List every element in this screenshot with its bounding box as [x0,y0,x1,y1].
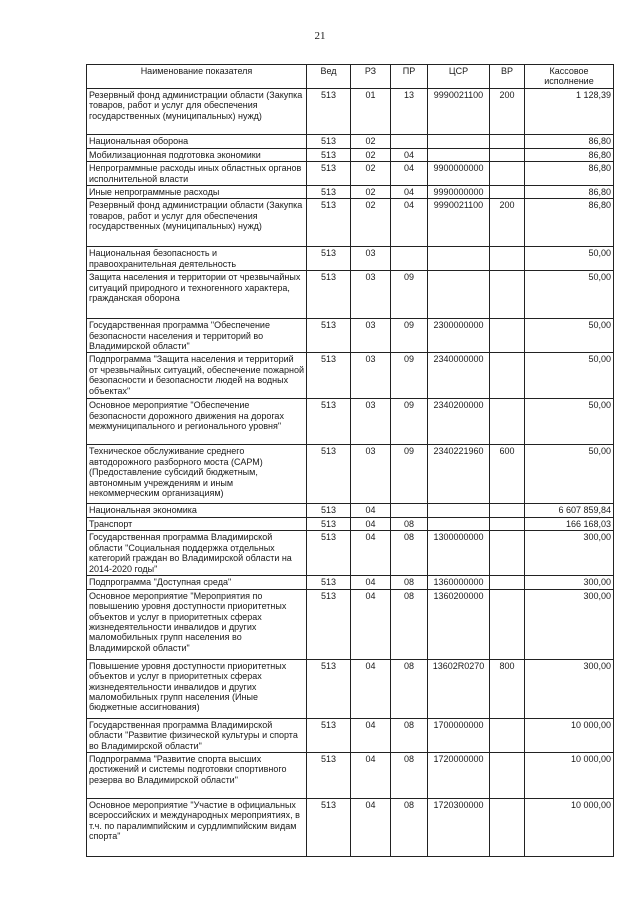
cell-rz: 04 [351,659,391,718]
cell-amount: 50,00 [525,247,614,271]
header-pr: ПР [391,65,428,89]
header-amount: Кассовое исполнение [525,65,614,89]
table-row [87,659,614,718]
cell-csr [428,517,490,530]
table-row [87,247,614,271]
cell-name: Мобилизационная подготовка экономики [87,148,307,161]
cell-vr [490,517,525,530]
cell-ved: 513 [307,88,351,134]
cell-ved: 513 [307,504,351,517]
cell-amount: 300,00 [525,531,614,576]
cell-vr: 200 [490,88,525,134]
table-row [87,186,614,199]
cell-rz: 03 [351,445,391,504]
cell-vr [490,353,525,399]
cell-pr: 08 [391,576,428,589]
cell-rz: 03 [351,319,391,353]
cell-pr: 09 [391,271,428,319]
cell-pr [391,504,428,517]
cell-csr: 1700000000 [428,718,490,752]
cell-rz: 03 [351,271,391,319]
cell-ved: 513 [307,319,351,353]
cell-vr [490,798,525,856]
cell-ved: 513 [307,659,351,718]
cell-pr: 08 [391,589,428,659]
cell-csr: 1720000000 [428,752,490,798]
cell-name: Национальная оборона [87,134,307,148]
cell-ved: 513 [307,445,351,504]
cell-rz: 04 [351,504,391,517]
cell-pr: 04 [391,199,428,247]
cell-ved: 513 [307,353,351,399]
cell-csr: 9900000000 [428,162,490,186]
cell-amount: 10 000,00 [525,752,614,798]
cell-name: Государственная программа "Обеспечение безопасности населения и территорий во Владимирской области" [87,319,307,353]
cell-ved: 513 [307,718,351,752]
cell-ved: 513 [307,752,351,798]
cell-csr [428,271,490,319]
cell-vr [490,247,525,271]
cell-rz: 02 [351,199,391,247]
table-row [87,589,614,659]
cell-vr: 200 [490,199,525,247]
cell-ved: 513 [307,589,351,659]
cell-rz: 02 [351,162,391,186]
cell-ved: 513 [307,576,351,589]
cell-rz: 02 [351,186,391,199]
cell-amount: 1 128,39 [525,88,614,134]
cell-name: Основное мероприятие "Мероприятия по повышению уровня доступности приоритетных объектов и услуг в приоритетных сферах жизнедеятельности инвалидов и других маломобильных групп населения во Владимирской области" [87,589,307,659]
cell-ved: 513 [307,162,351,186]
cell-name: Иные непрограммные расходы [87,186,307,199]
cell-rz: 04 [351,589,391,659]
cell-csr [428,148,490,161]
cell-rz: 04 [351,576,391,589]
cell-ved: 513 [307,798,351,856]
table-row [87,271,614,319]
table-row [87,353,614,399]
cell-amount: 50,00 [525,353,614,399]
cell-pr: 08 [391,517,428,530]
cell-amount: 6 607 859,84 [525,504,614,517]
cell-ved: 513 [307,271,351,319]
table-row [87,88,614,134]
cell-ved: 513 [307,186,351,199]
table-row [87,148,614,161]
cell-vr [490,718,525,752]
cell-amount: 50,00 [525,319,614,353]
cell-csr: 1300000000 [428,531,490,576]
header-csr: ЦСР [428,65,490,89]
cell-pr [391,247,428,271]
budget-execution-table [86,64,614,857]
cell-amount: 300,00 [525,576,614,589]
cell-pr: 08 [391,798,428,856]
cell-rz: 03 [351,399,391,445]
cell-name: Защита населения и территории от чрезвычайных ситуаций природного и техногенного характера, гражданская оборона [87,271,307,319]
cell-pr: 04 [391,148,428,161]
cell-csr: 1360000000 [428,576,490,589]
cell-vr [490,531,525,576]
cell-pr: 04 [391,186,428,199]
cell-vr [490,271,525,319]
cell-rz: 04 [351,517,391,530]
cell-rz: 01 [351,88,391,134]
cell-pr: 08 [391,752,428,798]
cell-pr: 09 [391,399,428,445]
cell-ved: 513 [307,148,351,161]
cell-rz: 02 [351,134,391,148]
cell-pr: 13 [391,88,428,134]
cell-amount: 10 000,00 [525,718,614,752]
cell-name: Техническое обслуживание среднего автодорожного разборного моста (САРМ) (Предоставление субсидий бюджетным, автономным учреждениям и иным некоммерческим организациям) [87,445,307,504]
cell-name: Основное мероприятие "Обеспечение безопасности дорожного движения на дорогах межмуниципального и регионального уровня" [87,399,307,445]
cell-amount: 86,80 [525,199,614,247]
cell-ved: 513 [307,531,351,576]
cell-name: Национальная безопасность и правоохранительная деятельность [87,247,307,271]
cell-csr: 1360200000 [428,589,490,659]
cell-rz: 04 [351,531,391,576]
cell-amount: 50,00 [525,271,614,319]
table-row [87,718,614,752]
cell-pr: 09 [391,445,428,504]
cell-pr: 08 [391,531,428,576]
cell-name: Государственная программа Владимирской области "Социальная поддержка отдельных категорий граждан во Владимирской области на 2014-2020 годы" [87,531,307,576]
cell-rz: 04 [351,718,391,752]
cell-amount: 50,00 [525,445,614,504]
cell-name: Непрограммные расходы иных областных органов исполнительной власти [87,162,307,186]
cell-csr: 1720300000 [428,798,490,856]
cell-vr [490,186,525,199]
cell-ved: 513 [307,247,351,271]
cell-vr [490,148,525,161]
header-name: Наименование показателя [87,65,307,89]
cell-csr: 9990021100 [428,199,490,247]
header-ved: Вед [307,65,351,89]
table-row [87,134,614,148]
cell-csr: 9990000000 [428,186,490,199]
table-row [87,199,614,247]
cell-rz: 04 [351,798,391,856]
cell-name: Подпрограмма "Защита населения и территорий от чрезвычайных ситуаций, обеспечение пожарной безопасности и безопасности людей на водных объектах" [87,353,307,399]
cell-csr: 2300000000 [428,319,490,353]
cell-rz: 04 [351,752,391,798]
cell-name: Национальная экономика [87,504,307,517]
table-row [87,576,614,589]
table-row [87,798,614,856]
cell-rz: 03 [351,353,391,399]
cell-vr [490,752,525,798]
cell-name: Основное мероприятие "Участие в официальных всероссийских и международных мероприятиях, в т.ч. по паралимпийским и сурдлимпийским видам спорта" [87,798,307,856]
cell-amount: 300,00 [525,659,614,718]
cell-amount: 86,80 [525,148,614,161]
cell-name: Подпрограмма "Доступная среда" [87,576,307,589]
cell-amount: 300,00 [525,589,614,659]
table-row [87,445,614,504]
cell-ved: 513 [307,199,351,247]
cell-name: Повышение уровня доступности приоритетных объектов и услуг в приоритетных сферах жизнедеятельности инвалидов и других маломобильных групп населения (Иные бюджетные ассигнования) [87,659,307,718]
table-row [87,752,614,798]
cell-csr: 9990021100 [428,88,490,134]
cell-vr: 800 [490,659,525,718]
header-vr: ВР [490,65,525,89]
table-header-row [87,65,614,89]
cell-vr [490,162,525,186]
cell-amount: 166 168,03 [525,517,614,530]
table-row [87,399,614,445]
cell-pr: 09 [391,353,428,399]
cell-pr: 04 [391,162,428,186]
table-row [87,517,614,530]
cell-amount: 86,80 [525,134,614,148]
cell-csr: 2340221960 [428,445,490,504]
page-number: 21 [314,30,326,42]
table-row [87,162,614,186]
cell-rz: 03 [351,247,391,271]
cell-vr [490,589,525,659]
cell-rz: 02 [351,148,391,161]
table-row [87,319,614,353]
cell-csr: 2340200000 [428,399,490,445]
cell-csr [428,134,490,148]
cell-vr [490,319,525,353]
cell-pr: 08 [391,659,428,718]
cell-amount: 50,00 [525,399,614,445]
cell-csr: 13602R0270 [428,659,490,718]
cell-pr [391,134,428,148]
cell-name: Резервный фонд администрации области (Закупка товаров, работ и услуг для обеспечения государственных (муниципальных) нужд) [87,88,307,134]
cell-vr [490,504,525,517]
cell-pr: 08 [391,718,428,752]
header-rz: РЗ [351,65,391,89]
table-row [87,531,614,576]
cell-pr: 09 [391,319,428,353]
cell-ved: 513 [307,399,351,445]
cell-amount: 86,80 [525,162,614,186]
cell-amount: 86,80 [525,186,614,199]
cell-csr: 2340000000 [428,353,490,399]
cell-name: Резервный фонд администрации области (Закупка товаров, работ и услуг для обеспечения государственных (муниципальных) нужд) [87,199,307,247]
cell-ved: 513 [307,134,351,148]
cell-csr [428,504,490,517]
cell-name: Транспорт [87,517,307,530]
cell-name: Подпрограмма "Развитие спорта высших достижений и системы подготовки спортивного резерва во Владимирской области" [87,752,307,798]
cell-amount: 10 000,00 [525,798,614,856]
cell-ved: 513 [307,517,351,530]
cell-vr [490,134,525,148]
cell-csr [428,247,490,271]
table-row [87,504,614,517]
cell-vr: 600 [490,445,525,504]
cell-name: Государственная программа Владимирской области "Развитие физической культуры и спорта во Владимирской области" [87,718,307,752]
cell-vr [490,576,525,589]
cell-vr [490,399,525,445]
table-body [87,88,614,856]
